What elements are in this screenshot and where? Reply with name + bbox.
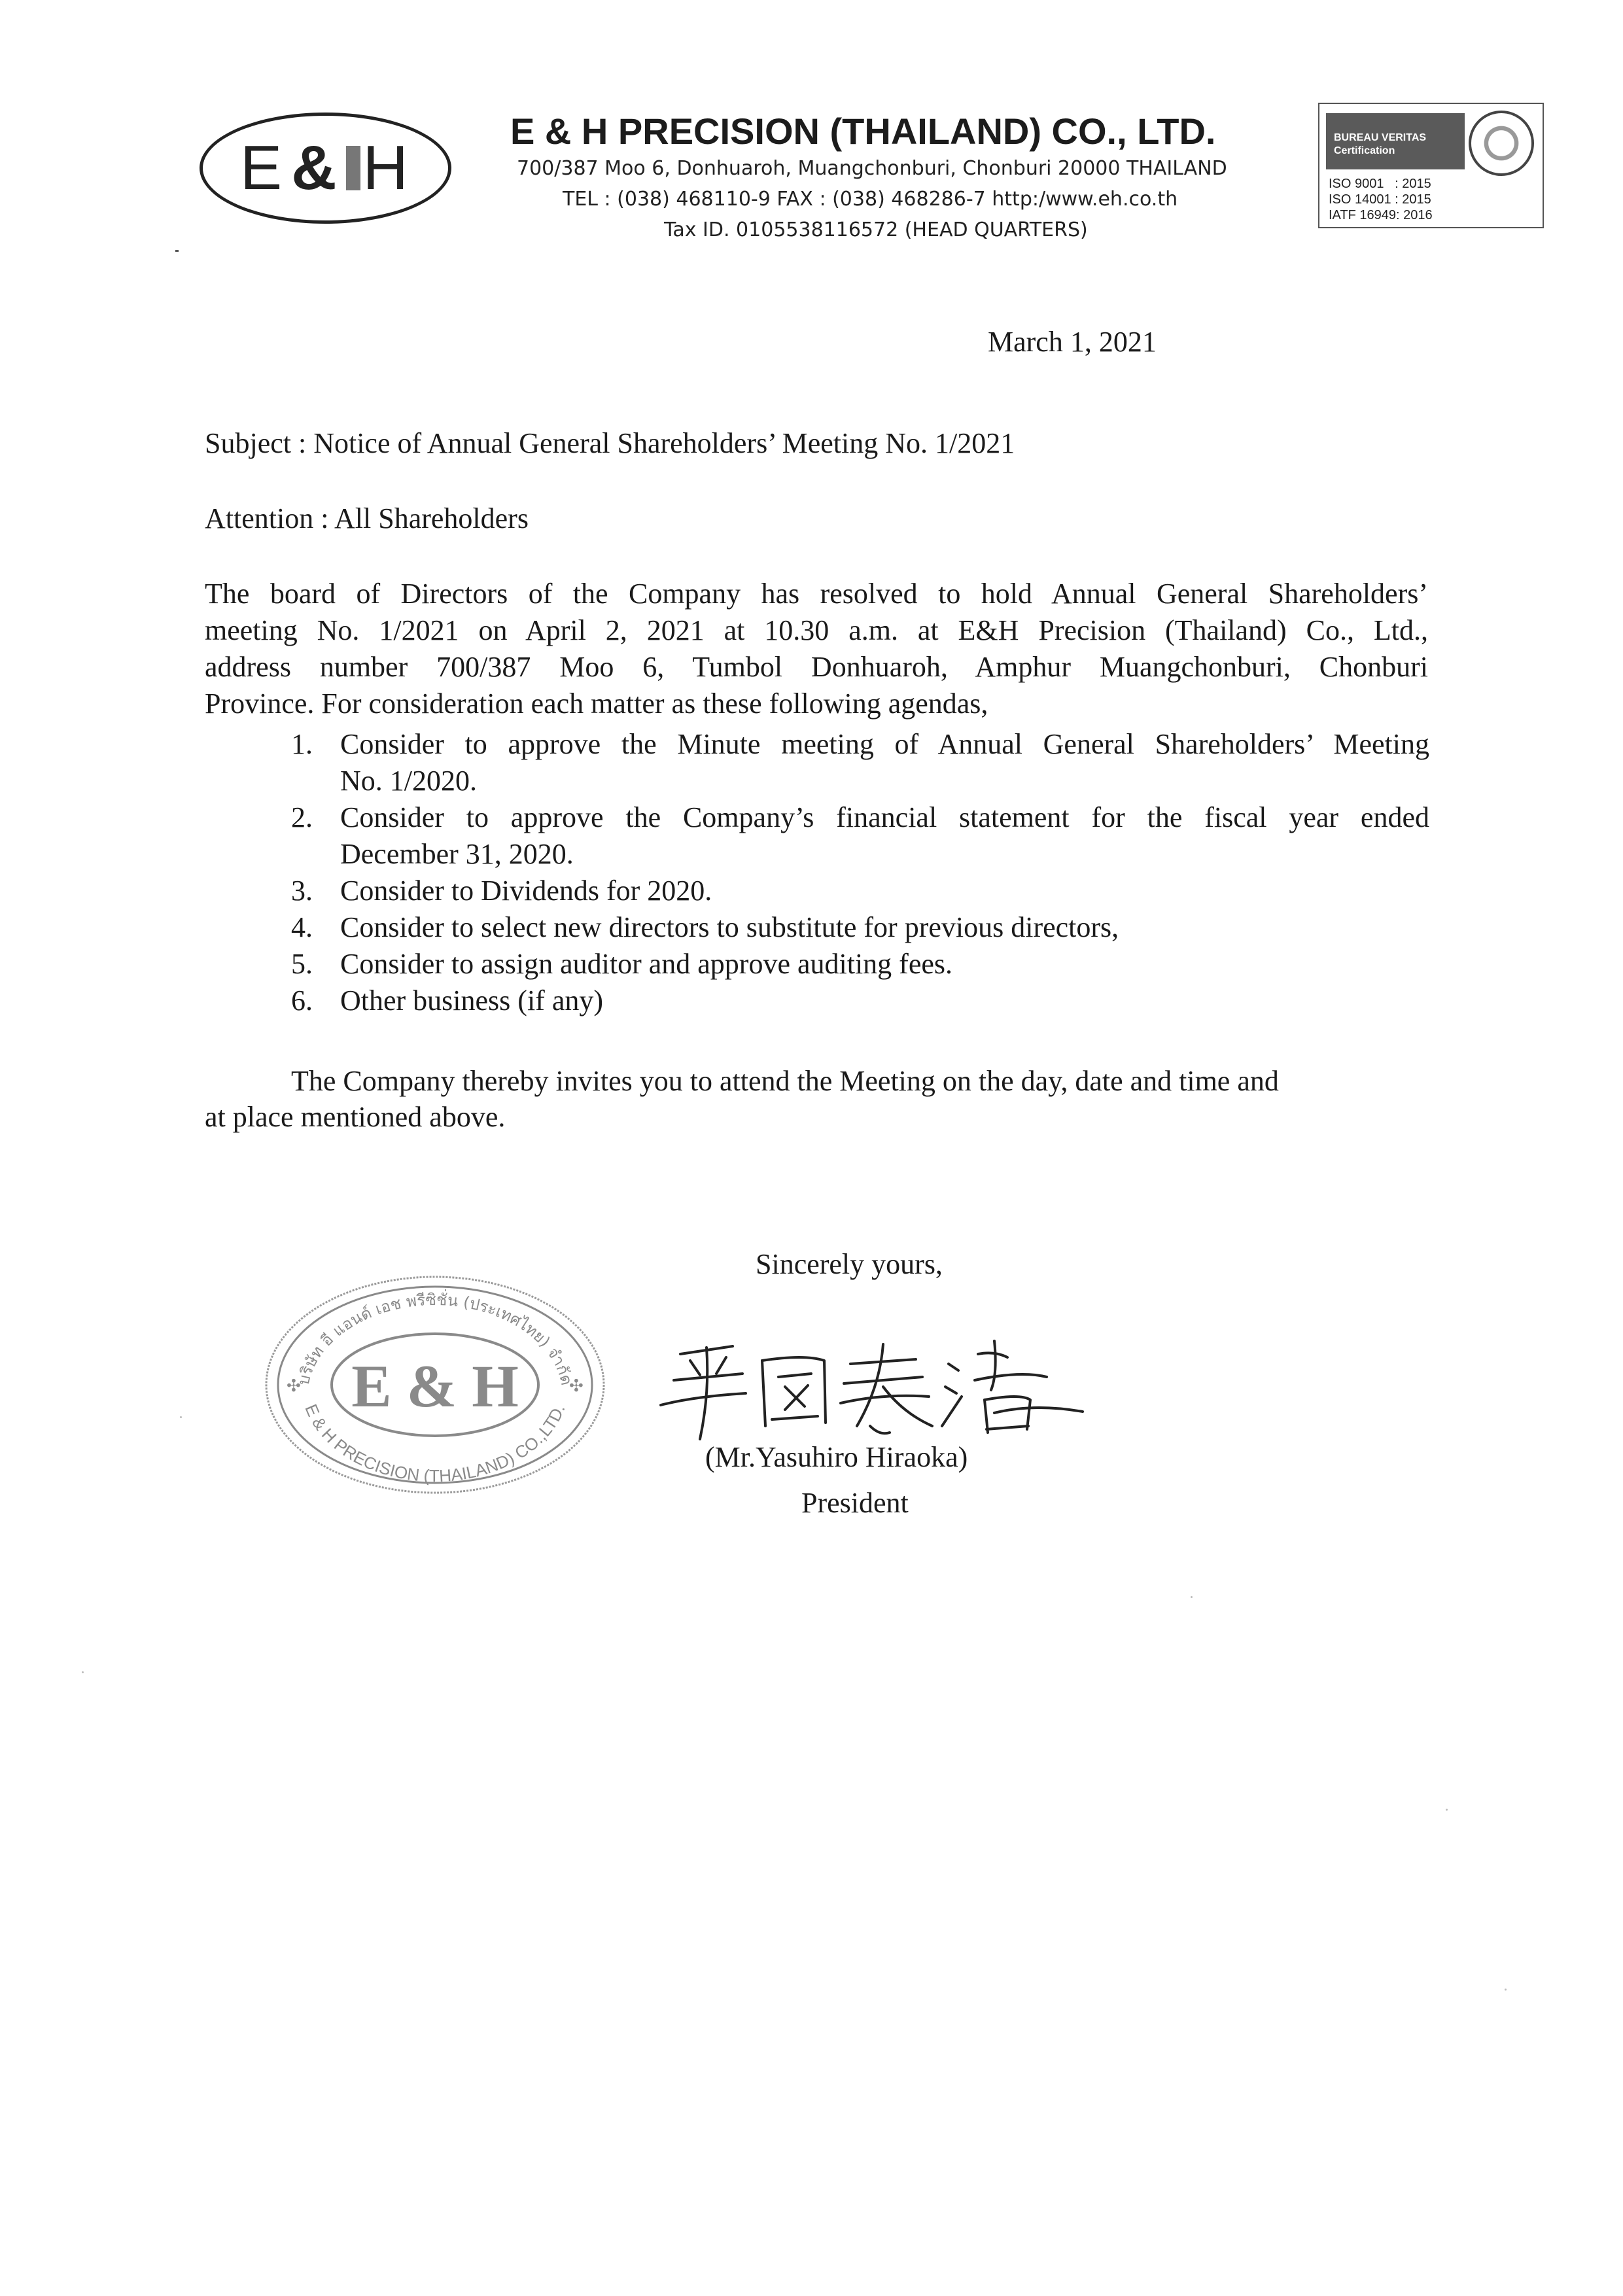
company-name: E & H PRECISION (THAILAND) CO., LTD. [510,111,1216,152]
handwritten-signature [654,1328,1086,1452]
scan-speck [82,1671,84,1673]
agenda-list [291,726,1429,1019]
company-tax-id: Tax ID. 0105538116572 (HEAD QUARTERS) [664,218,1088,241]
scan-speck [1505,1989,1507,1991]
agenda-number: 4. [291,911,313,943]
agenda-text-cont: December 31, 2020. [340,838,574,870]
agenda-text: Consider to approve the Minute meeting of Annual General Shareholders’ Meeting [340,728,1429,760]
scan-mark [175,250,179,252]
closing-line-cont: at place mentioned above. [205,1101,506,1133]
company-contact: TEL : (038) 468110-9 FAX : (038) 468286-7 http:/www.eh.co.th [563,188,1178,211]
bureau-veritas-banner: BUREAU VERITAS Certification [1326,113,1465,169]
scan-speck [1191,1596,1193,1598]
logo-letter-e: E [240,133,285,203]
agenda-number: 3. [291,875,313,907]
agenda-item [291,909,1429,946]
stamp-ring-top: บริษัท อี แอนด์ เอช พรีซิชั่น (ประเทศไทย) จำกัด [294,1290,576,1387]
agenda-text: Consider to assign auditor and approve auditing fees. [340,948,953,980]
agenda-text-cont: No. 1/2020. [340,765,477,797]
letter-subject: Subject : Notice of Annual General Shareholders’ Meeting No. 1/2021 [205,427,1015,459]
closing-line: The Company thereby invites you to attend the Meeting on the day, date and time and [291,1065,1279,1097]
agenda-number: 5. [291,948,313,980]
intro-line: The board of Directors of the Company has resolved to hold Annual General Shareholders’ [205,578,1428,610]
scan-speck [1446,1809,1448,1811]
logo-letter-h: H [362,133,411,203]
signer-name: (Mr.Yasuhiro Hiraoka) [705,1441,968,1473]
letter-attention: Attention : All Shareholders [205,502,529,534]
scan-speck [180,1416,182,1418]
agenda-number: 2. [291,801,313,833]
agenda-item [291,799,1429,873]
intro-line: meeting No. 1/2021 on April 2, 2021 at 10.30 a.m. at E&H Precision (Thailand) Co., Ltd., [205,614,1428,646]
logo-bar-icon [346,146,360,190]
agenda-text: Consider to approve the Company’s financial statement for the fiscal year ended [340,801,1429,833]
company-stamp [262,1272,608,1498]
signature-glyphs: 平岡泰浩 [654,1328,657,1329]
certification-badge [1318,103,1544,228]
agenda-text: Consider to Dividends for 2020. [340,875,712,907]
letter-date: March 1, 2021 [988,326,1157,358]
agenda-item [291,946,1429,983]
agenda-item [291,983,1429,1019]
stamp-ornament-icon: ✣ [287,1376,301,1396]
logo-ampersand: & [291,133,340,203]
intro-line: Province. For consideration each matter as these following agendas, [205,687,988,720]
agenda-number: 6. [291,984,313,1017]
sign-off: Sincerely yours, [756,1248,943,1280]
stamp-center-text: E & H [351,1353,519,1419]
stamp-ring-bottom: E & H PRECISION (THAILAND) CO.,LTD. [301,1401,569,1486]
agenda-item [291,873,1429,909]
certification-standards: ISO 9001 : 2015 ISO 14001 : 2015 IATF 16949: 2016 [1329,177,1433,222]
agenda-text: Consider to select new directors to substitute for previous directors, [340,911,1119,943]
intro-line: address number 700/387 Moo 6, Tumbol Donhuaroh, Amphur Muangchonburi, Chonburi [205,651,1428,683]
agenda-text: Other business (if any) [340,984,604,1017]
intro-paragraph [205,576,1428,722]
agenda-number: 1. [291,728,313,760]
agenda-item [291,726,1429,799]
signer-title: President [801,1487,909,1519]
stamp-ornament-icon: ✣ [569,1376,584,1396]
company-address: 700/387 Moo 6, Donhuaroh, Muangchonburi, Chonburi 20000 THAILAND [517,157,1227,180]
certification-seal-icon [1469,111,1534,176]
company-logo [200,113,451,224]
